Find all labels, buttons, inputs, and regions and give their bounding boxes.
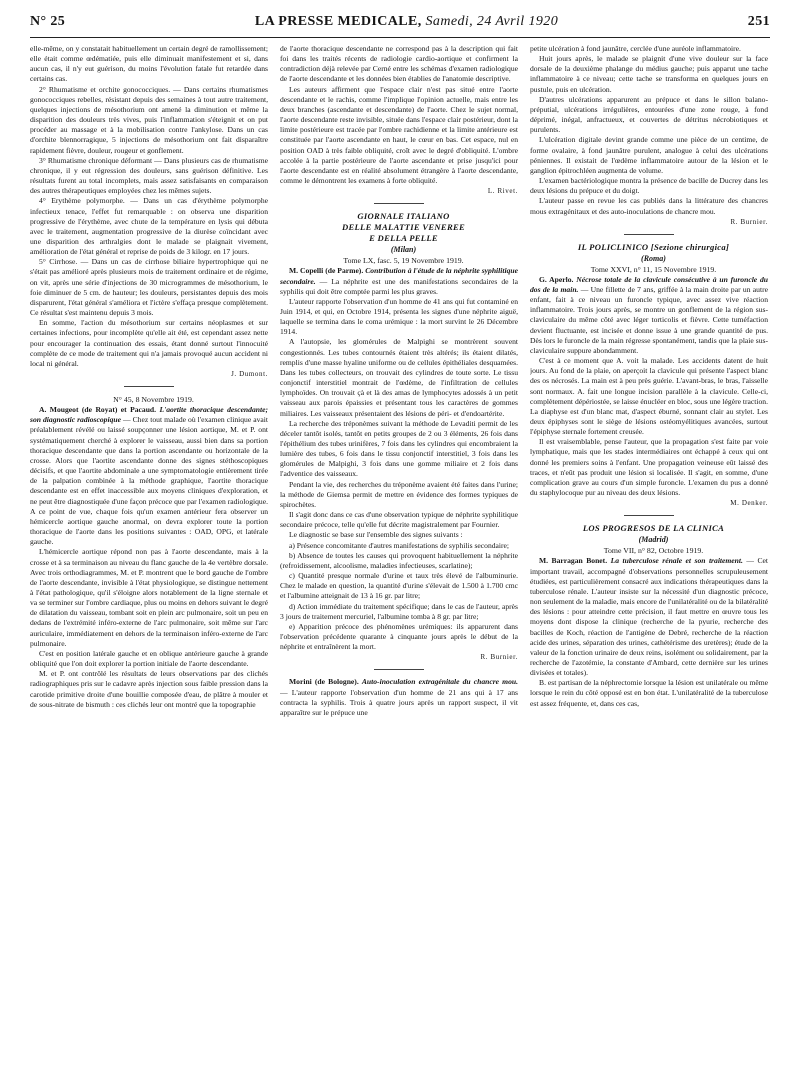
- article-text: — Cet important travail, accompagné d'observations personnelles scrupuleusement étudiées, est particulièrement consacré aux indications thérapeutiques dans la tuberculose rénale. L'auteur insiste sur la nécessité d'un diagnostic précoce, non seulement de la maladie, mais encore de l'unilatéralité ou de la bilatéralité des lésions : pour atteindre cette précision, il faut mettre en œuvre tous les moyens dont dispose la clinique (recherche de la pyurie, recherche des bacilles de Koch, réaction de l'antigène de Debré, recherche de la réaction acide des urines, séparation des urines, cathétérisme des uretères); étude de la valeur de la fonction urinaire de deux reins, isolément ou solidairement, par la recherche de l'azotémie, la constante d'Ambard, cette dernière sur les urines divisées et totales).: [530, 556, 768, 678]
- article-text: — Une fillette de 7 ans, griffée à la main droite par un autre enfant, fait à ce niveau un furoncle typique, avec assez vive réaction inflammatoire. Trois jours après, se montre un gonflement de la région sus-claviculaire du même côté avec léger torticolis et fièvre. Cette tuméfaction devient fluctuante, est incisée et donne issue à une grande quantité de pus. Dès lors le furoncle de la main régresse spontanément, tandis que la plaie sus-claviculaire suppure abondamment.: [530, 284, 768, 355]
- divider: [124, 386, 174, 387]
- section-heading: GIORNALE ITALIANO: [357, 211, 450, 222]
- paragraph: C'est à ce moment que A. voit la malade. Les accidents datent de huit jours. Au fond de la plaie, on aperçoit la clavicule qui présente l'aspect blanc des os nécrosés. La main est à peu près guérie. L'avant-bras, le bras, l'aisselle sont normaux. A. fait une longue incision parallèle à la clavicule. Celle-ci, complètement dépériostée, se laisse énucléer en bloc, sous une légère traction. La diaphyse est d'un blanc mat, d'aspect éburné, sonnant clair au stylet. Les deux épiphyses sont le siège de lésions ostéomyélitiques avancées, surtout l'épiphyse sternale fortement creusée.: [530, 356, 768, 437]
- article-title: Auto-inoculation extragénitale du chancre mou.: [361, 677, 518, 687]
- issue-line: Tome LX, fasc. 5, 19 Novembre 1919.: [343, 256, 464, 266]
- list-item: b) Absence de toutes les causes qui provoquent habituellement la néphrite (refroidissement, alcoolisme, maladies infectieuses, scarlatine);: [280, 550, 518, 570]
- paragraph: D'autres ulcérations apparurent au prépuce et dans le sillon balano-préputial, ulcérations irrégulières, entourées d'une zone rouge, à fond déprimé, inégal, anfractueux, et couvertes de détritus nécrobiotiques et purulents.: [530, 94, 768, 135]
- issue-line: Tome VII, n° 82, Octobre 1919.: [603, 546, 704, 556]
- signature: L. Rivet.: [487, 187, 518, 196]
- issue-number: N° 25: [30, 14, 66, 29]
- journal-page: [30, 14, 770, 1074]
- article-author: G. Aperlo.: [539, 274, 574, 284]
- section-city: (Madrid): [638, 535, 669, 545]
- article-title: Contribution à l'étude de la néphrite syphilitique secondaire.: [280, 266, 518, 286]
- article-author: M. Copelli (de Parme).: [289, 266, 364, 276]
- paragraph: Les auteurs affirment que l'espace clair n'est pas situé entre l'aorte descendante et le rachis, comme l'implique l'opinion actuelle, mais entre les deux branches (ascendante et descendante) de l'aorte. Chez le sujet normal, l'aorte descendante reste invisible, située dans l'espace clair postérieur, dont la limite postérieure est tracée par l'ombre rachidienne et la limite antérieure est constituée par l'aorte ascendante en haut, le cœur en bas. Cet espace, nul en position OAD à très faible obliquité, croît avec le degré d'obliquité. L'ombre accolée à la partie postérieure de l'aorte ascendante et prise jusqu'ici pour l'aorte descendante est en réalité absolument étrangère à l'aorte descendante, comme le démontrent les examens à forte obliquité.: [280, 84, 518, 186]
- article-text: — L'auteur rapporte l'observation d'un homme de 21 ans qui à 17 ans contracta la syphilis. Trois à quatre jours après un rapport suspect, il vit apparaître sur le prépuce une: [280, 687, 518, 717]
- paragraph: Le diagnostic se base sur l'ensemble des signes suivants :: [289, 530, 463, 540]
- paragraph: L'ulcération digitale devint grande comme une pièce de un centime, de forme ovalaire, à fond jaunâtre purulent, analogue à celui des ulcérations péniennes. Il existait de l'œdème inflammatoire autour de la lésion et le ganglion épitrochléen augmenta de volume.: [530, 135, 768, 175]
- divider: [374, 669, 424, 670]
- paragraph: Il est vraisemblable, pense l'auteur, que la propagation s'est faite par voie lymphatique, mais que les stades intermédiaires ont échappé à ceux qui ont donné les premiers soins à l'enfant. Une propagation veineuse eût laissé des traces, et n'eût pas produit une lésion si localisée. Il s'agit, en somme, d'une complication grave au cours d'un simple furoncle. L'examen du pus a donné du staphylocoque pur au niveau des deux lésions.: [530, 437, 768, 498]
- column-right: [530, 44, 768, 1068]
- article-text: — Chez tout malade où l'examen clinique avait préalablement révélé ou laissé soupçonner une lésion aortique, M. et P. ont systématiquement cherché à explorer le vaisseau, aussi bien dans sa portion thoracique descendante que dans la portion ascendante ou horizontale de la crosse. Alors que l'aortite ascendante donne des signes stéthoscopiques décisifs, et que l'aortite abdominale a une symptomatologie entièrement tirée de la palpation combinée à la méthode graphique, l'aortite thoracique descendante est en effet inaccessible aux moyens cliniques d'exploration, et ne peut être diagnostiquée d'une façon précoce que par l'examen radiologique. A ce point de vue, chaque fois qu'un examen antérieur fera observer un hémicercle aortique gauche anormal, on devra explorer toute la portion thoracique de l'aorte dans les positions suivantes : OAD, OPG, et latérale gauche.: [30, 415, 268, 547]
- article-aperlo: [530, 275, 768, 356]
- article-title: La tuberculose rénale et son traitement.: [610, 556, 743, 566]
- article-author: Morini (de Bologne).: [289, 677, 359, 687]
- paragraph: Il s'agit donc dans ce cas d'une observation typique de néphrite syphilitique secondaire précoce, telle qu'elle fut décrite magistralement par Fournier.: [280, 510, 518, 530]
- divider: [624, 515, 674, 516]
- section-city: (Roma): [641, 253, 666, 263]
- divider: [624, 234, 674, 235]
- section-heading: LOS PROGRESOS DE LA CLINICA: [582, 523, 725, 534]
- issue-line: Tome XXVI, n° 11, 15 Novembre 1919.: [590, 264, 717, 274]
- paragraph: C'est en position latérale gauche et en oblique antérieure gauche à grande obliquité que l'on doit explorer la portion initiale de l'aorte descendante.: [30, 648, 268, 669]
- article-morini: [280, 677, 518, 718]
- issue-line: N° 45, 8 Novembre 1919.: [113, 395, 194, 405]
- paragraph: L'examen bactériologique montra la présence de bacille de Ducrey dans les deux lésions du prépuce et du doigt.: [530, 176, 768, 196]
- signature: M. Denker.: [730, 499, 768, 508]
- paragraph: B. est partisan de la néphrectomie lorsque la lésion est unilatérale ou même lorsque le rein du côté opposé est en bon état. L'unilatéralité de la tuberculose est assez fréquente, et, dans ces cas,: [530, 678, 768, 708]
- section-city: (Milan): [390, 245, 417, 255]
- paragraph: petite ulcération à fond jaunâtre, cerclée d'une auréole inflammatoire.: [530, 44, 741, 53]
- paragraph: 5° Cirrhose. — Dans un cas de cirrhose biliaire hypertrophique qui ne s'était pas amélioré après plusieurs mois de traitement ordinaire et de régime, on vit, après une série d'injections de 30 microgrammes de mésothorium, le foie diminuer de 5 cm. de hauteur; les douleurs, persistantes depuis des mois disparurent, l'état général s'améliora et l'ictère s'effaça presque complètement. Ce résultat s'est maintenu depuis 3 mois.: [30, 257, 268, 318]
- paragraph: elle-même, on y constatait habituellement un certain degré de ramollissement; elle était comme œdématiée, puis elle diminuait manifestement et si, dans aucun cas, il n'y eut guérison, du moins l'évolution fatale fut retardée dans certains cas.: [30, 44, 268, 84]
- paragraph: Huit jours après, le malade se plaignit d'une vive douleur sur la face dorsale de la deuxième phalange du médius gauche; puis apparut une tache inflammatoire à ce niveau; cette tache se transforma en quelques jours en pustule, puis en ulcération.: [530, 54, 768, 94]
- text-columns: [30, 44, 770, 1068]
- paragraph: M. et P. ont contrôlé les résultats de leurs observations par des clichés radiographiques pris sur le cadavre après injection sous faible pression dans la carotide primitive droite d'une bouillie composée d'eau, de plâtre à mouler et de sous-nitrate de bismuth : ces clichés leur ont montré que la topographie: [30, 669, 268, 709]
- paragraph: L'auteur passe en revue les cas publiés dans la littérature des chancres mous extragénitaux et des auto-inoculations de chancre mou.: [530, 196, 768, 216]
- signature: R. Burnier.: [730, 217, 768, 226]
- paragraph: La recherche des tréponèmes suivant la méthode de Levaditi permit de les déceler tantôt isolés, tantôt en petits groupes de 2 ou 3 éléments, 26 fois dans l'épithélium des tubes urinifères, 7 fois dans les cylindres qui encombraient la lumière des tubes, 6 fois dans le tissu conjonctif interstitiel, 3 fois dans les glomérules de Malpighi, 3 fois dans une gomme miliaire et 2 fois dans l'adventice des vaisseaux.: [280, 418, 518, 479]
- paragraph: Pendant la vie, des recherches du tréponème avaient été faites dans l'urine; la méthode de Giemsa permit de mettre en évidence des formes typiques de spirochètes.: [280, 479, 518, 509]
- list-item: c) Quantité presque normale d'urine et taux très élevé de l'albuminurie. Chez le malade en question, la quantité d'urine s'élevait de 1.500 à 1.700 cmc et l'albumine atteignait de 13 à 16 gr. par litre;: [280, 571, 518, 601]
- article-mougeot: [30, 405, 268, 547]
- paragraph: A l'autopsie, les glomérules de Malpighi se montrèrent souvent congestionnés. Les tubes contournés étaient très altérés; ils étaient dilatés, remplis d'une masse hyaline uniforme ou de cellules épithéliales desquamées. Dans les tubes collecteurs, on trouvait des cylindres de toute sorte. Le tissu conjonctif interstitiel montrait de l'œdème, de l'infiltration de cellules lymphoïdes. On trouvait çà et là des amas de lymphocytes adossés à un petit vaisseau aux parois épaissies et présentant tous les caractères de gommes miliaires. Les vaisseaux présentaient des lésions de péri- et d'endoartérite.: [280, 337, 518, 418]
- paragraph: 4° Erythème polymorphe. — Dans un cas d'érythème polymorphe infectieux tenace, l'effet fut remarquable : on observa une disparition progressive de l'érythème, avec chute de la température en lysis qui débuta avec le traitement, augmentation progressive de la diurèse coïncidant avec une disparition des arthralgies dont le malade se plaignait vivement, amélioration de l'état général et reprise de poids de 3 kilogr. en 17 jours.: [30, 196, 268, 257]
- signature: J. Dumont.: [231, 370, 268, 378]
- paragraph: de l'aorte thoracique descendante ne correspond pas à la description qui fait foi dans les traités récents de radiologie cardio-aortique et confirment la contradiction déjà relevée par Cerné entre les schémas d'examen radiologique de l'aorte descendante et les données bien établies de l'anatomie descriptive.: [280, 44, 518, 84]
- article-text: — La néphrite est une des manifestations secondaires de la syphilis qui doit être comptée parmi les plus graves.: [280, 276, 518, 296]
- journal-date: Samedi, 24 Avril 1920: [425, 14, 559, 29]
- paragraph: 3° Rhumatisme chronique déformant — Dans plusieurs cas de rhumatisme chronique, il y eut régression des douleurs, sans guérison définitive. Les résultats furent au total incomplets, mais assez satisfaisants en comparaison des autres thérapeutiques employées chez les mêmes sujets.: [30, 155, 268, 196]
- journal-title: [255, 14, 558, 30]
- paragraph: En somme, l'action du mésothorium sur certains néoplasmes et sur certaines infections, pour incomplète qu'elle ait été, est cependant assez nette pour encourager la continuation des essais, étant donné surtout l'innocuité complète de ce mode de traitement qui n'a jamais provoqué aucun accident ni local ni général.: [30, 318, 268, 368]
- list-item: d) Action immédiate du traitement spécifique; dans le cas de l'auteur, après 3 jours de traitement mercuriel, l'albumine tomba à 8 gr. par litre;: [280, 601, 518, 621]
- article-copelli: [280, 266, 518, 296]
- section-heading: E DELLA PELLE: [369, 233, 438, 244]
- section-heading: IL POLICLINICO [Sezione chirurgica]: [577, 241, 730, 252]
- list-item: e) Apparition précoce des phénomènes urémiques: ils apparurent dans l'observation précédente quarante à cinquante jours après le début de la néphrite et entraînèrent la mort.: [280, 621, 518, 652]
- article-author: A. Mougeot (de Royat) et Pacaud.: [39, 405, 157, 415]
- page-number: 251: [747, 14, 770, 29]
- journal-name: LA PRESSE MEDICALE,: [254, 14, 422, 29]
- article-title: L'aortite thoracique descendante; son diagnostic radioscopique: [30, 405, 268, 425]
- column-middle: [280, 44, 518, 1068]
- paragraph: 2° Rhumatisme et orchite gonococciques. — Dans certains rhumatismes gonococciques rebelles, résistant depuis des semaines à tout autre traitement, quelques injections de mésothorium ont amené la diminution et même la disparition des douleurs très vives, puis l'inflammation s'éteignit et on put procéder au massage et à la mobilisation contre l'ankylose. Dans un cas d'orchite blennorragique, 5 injections de mésothorium ont fait disparaître rapidement fièvre, douleur, rougeur et gonflement.: [30, 84, 268, 155]
- paragraph: L'auteur rapporte l'observation d'un homme de 41 ans qui fut contaminé en Juin 1914, et qui, en Octobre 1914, présenta les signes d'une néphrite aiguë, laquelle se termina dans le coma urémique : la mort survint le 26 Décembre 1914.: [280, 296, 518, 337]
- article-title: Nécrose totale de la clavicule consécutive à un furoncle du dos de la main.: [530, 274, 768, 294]
- page-header: [30, 14, 770, 38]
- signature: R. Burnier.: [480, 653, 518, 662]
- list-item: a) Présence concomitante d'autres manifestations de syphilis secondaire;: [289, 540, 510, 550]
- section-heading: DELLE MALATTIE VENEREE: [341, 222, 466, 233]
- divider: [374, 203, 424, 204]
- article-author: M. Barragan Bonet.: [539, 556, 608, 566]
- article-barragan: [530, 556, 768, 678]
- column-left: [30, 44, 268, 1068]
- paragraph: L'hémicercle aortique répond non pas à l'aorte descendante, mais à la crosse et à sa terminaison au niveau du flanc gauche de la 4e vertèbre dorsale. Avec trois orthodiagrammes, M. et P. montrent que le bord gauche de l'ombre de l'aorte descendante, invisible à l'état physiologique, se distingue nettement à l'état pathologique, qu'il s'éloigne alors notablement de la ligne sternale et va se terminer sur l'ombre cardiaque, plus ou moins en dehors suivant le degré de dilatation du vaisseau, tombant soit en plein arc pulmonaire, soit un peu en dedans de l'extrémité inféro-externe de l'arc pulmonaire, soit même sur l'arc auriculaire, immédiatement en dehors de la terminaison inféro-externe de l'arc pulmonaire.: [30, 547, 268, 648]
